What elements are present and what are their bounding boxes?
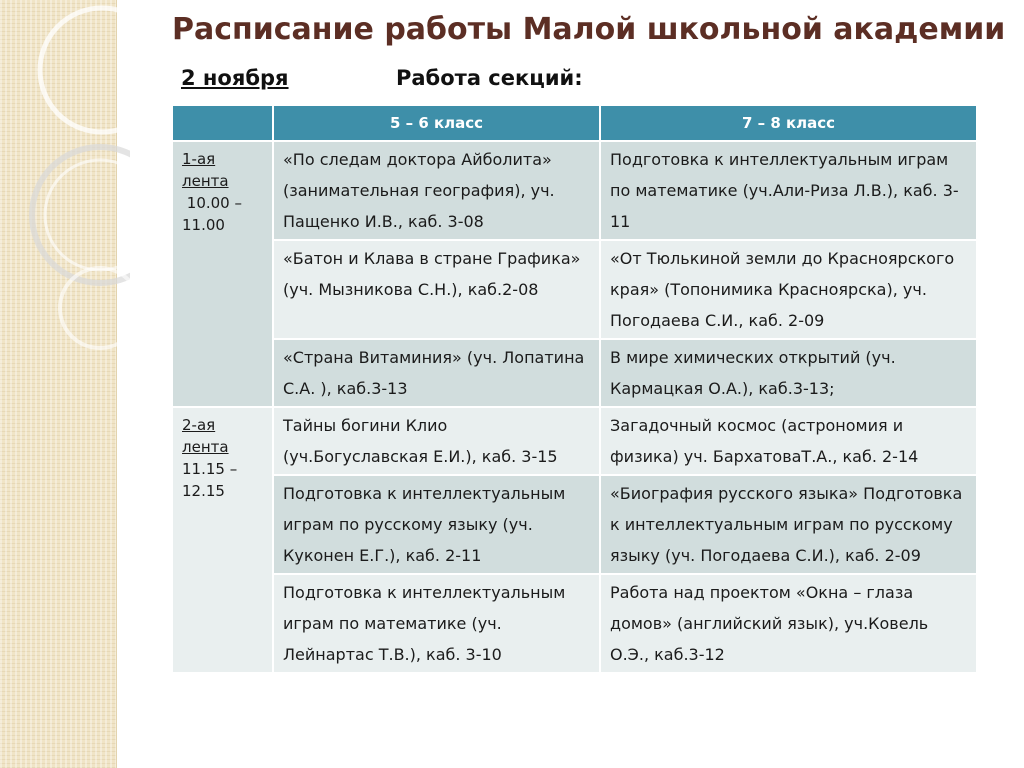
sections-subtitle: Работа секций:: [396, 66, 583, 90]
schedule-table: [171, 104, 978, 674]
table-row: [172, 574, 977, 673]
cell-5-6: «По следам доктора Айболита» (занимательная география), уч. Пащенко И.В., каб. 3-08: [273, 141, 600, 240]
band-2-time-line1: 11.15 –: [182, 460, 238, 478]
band-2-time-line2: 12.15: [182, 482, 225, 500]
table-row: [172, 240, 977, 339]
header-grade-5-6: 5 – 6 класс: [273, 105, 600, 141]
cell-5-6: «Батон и Клава в стране Графика» (уч. Мызникова С.Н.), каб.2-08: [273, 240, 600, 339]
cell-7-8: Работа над проектом «Окна – глаза домов» (английский язык), уч.Ковель О.Э., каб.3-12: [600, 574, 977, 673]
cell-7-8: В мире химических открытий (уч. Кармацкая О.А.), каб.3-13;: [600, 339, 977, 407]
band-cell-2: [172, 407, 273, 673]
band-1-time-line2: 11.00: [182, 216, 225, 234]
band-1-name-line2: лента: [182, 172, 229, 190]
schedule-date: 2 ноября: [181, 66, 289, 90]
cell-7-8: «От Тюлькиной земли до Красноярского края» (Топонимика Красноярска), уч. Погодаева С.И., каб. 2-09: [600, 240, 977, 339]
table-header-row: [172, 105, 977, 141]
table-row: [172, 339, 977, 407]
decorative-rings: [0, 0, 130, 430]
table-row: [172, 475, 977, 574]
cell-7-8: Загадочный космос (астрономия и физика) уч. БархатоваТ.А., каб. 2-14: [600, 407, 977, 475]
band-2-name-line2: лента: [182, 438, 229, 456]
cell-5-6: «Страна Витаминия» (уч. Лопатина С.А. ), каб.3-13: [273, 339, 600, 407]
cell-7-8: «Биография русского языка» Подготовка к интеллектуальным играм по русскому языку (уч. Погодаева С.И.), каб. 2-09: [600, 475, 977, 574]
band-1-time-line1: 10.00 –: [186, 194, 242, 212]
header-empty-cell: [172, 105, 273, 141]
cell-5-6: Подготовка к интеллектуальным играм по русскому языку (уч. Куконен Е.Г.), каб. 2-11: [273, 475, 600, 574]
header-grade-7-8: 7 – 8 класс: [600, 105, 977, 141]
table-row: [172, 407, 977, 475]
band-2-name-line1: 2-ая: [182, 416, 216, 434]
cell-5-6: Подготовка к интеллектуальным играм по математике (уч. Лейнартас Т.В.), каб. 3-10: [273, 574, 600, 673]
cell-7-8: Подготовка к интеллектуальным играм по математике (уч.Али-Риза Л.В.), каб. 3-11: [600, 141, 977, 240]
table-row: [172, 141, 977, 240]
band-1-name-line1: 1-ая: [182, 150, 216, 168]
page-title: Расписание работы Малой школьной академии: [172, 12, 1006, 47]
cell-5-6: Тайны богини Клио (уч.Богуславская Е.И.), каб. 3-15: [273, 407, 600, 475]
band-cell-1: [172, 141, 273, 407]
